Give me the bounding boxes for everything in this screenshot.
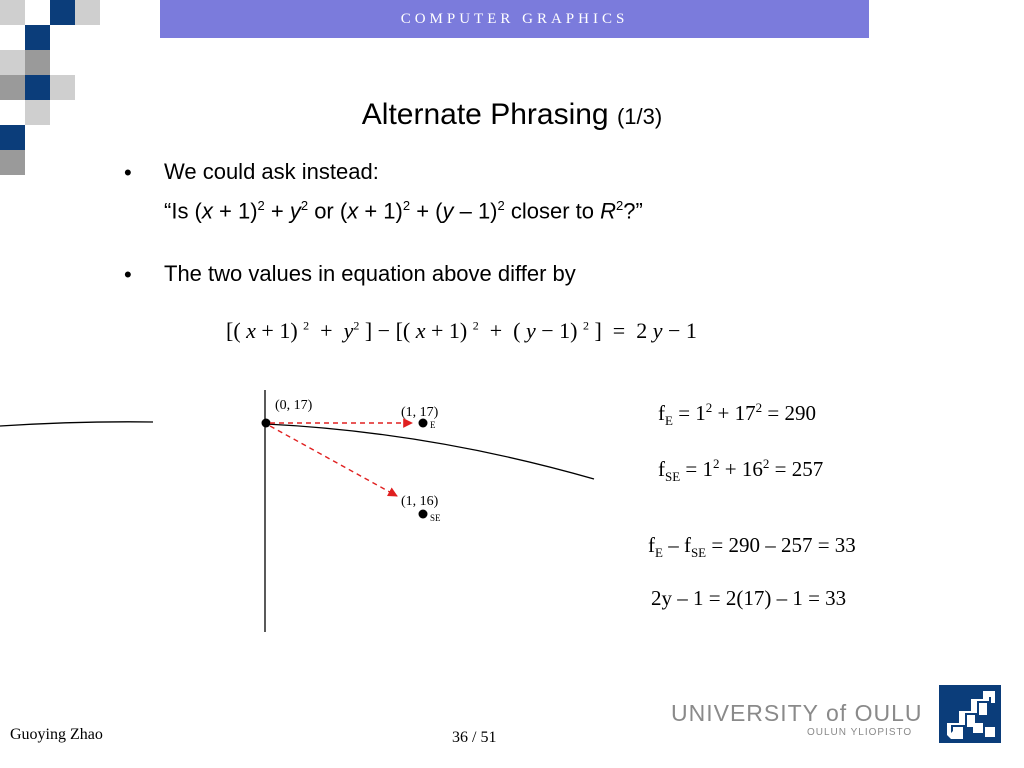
eq-part: − 1)	[535, 318, 583, 343]
bullet-text: The two values in equation above differ by	[164, 261, 576, 286]
question-text	[164, 190, 643, 227]
eq-exp: 2	[582, 318, 589, 333]
slide-title	[0, 98, 1024, 132]
calc-part: f	[648, 533, 655, 557]
calc-part: = 1	[672, 401, 706, 425]
difference-equation	[226, 318, 697, 344]
question-exp: 2	[616, 198, 624, 213]
author-name: Guoying Zhao	[10, 726, 103, 743]
eq-part: ] − [(	[359, 318, 416, 343]
calc-part: = 290	[762, 401, 816, 425]
question-var: R	[600, 198, 617, 224]
question-part: + 1)	[358, 198, 403, 224]
calc-part: = 257	[769, 457, 824, 481]
question-part: closer to	[504, 198, 601, 224]
question-exp: 2	[257, 198, 265, 213]
calc-difference	[648, 533, 856, 561]
eq-var: x	[246, 318, 256, 343]
calc-exp: 2	[705, 400, 713, 415]
calc-part: = 1	[680, 457, 714, 481]
course-title: COMPUTER GRAPHICS	[400, 11, 629, 27]
eq-part: [(	[226, 318, 247, 343]
eq-part: − 1	[662, 318, 697, 343]
question-var: x	[347, 198, 359, 224]
point-se	[419, 510, 428, 519]
point-origin	[262, 419, 271, 428]
question-part: ?”	[623, 198, 643, 224]
slide-title-counter: (1/3)	[616, 104, 663, 129]
bullet-marker: •	[124, 262, 132, 287]
calc-exp: 2	[713, 456, 720, 471]
eq-part: + (	[478, 318, 526, 343]
question-part: or (	[308, 198, 348, 224]
question-exp: 2	[300, 198, 309, 213]
university-logo-icon	[939, 685, 1001, 743]
eq-exp: 2	[472, 318, 479, 333]
question-part: + (	[410, 198, 443, 224]
circle-arc	[266, 424, 594, 479]
question-part: + 1)	[212, 198, 258, 224]
bullet-marker: •	[124, 160, 132, 185]
calc-part: – f	[662, 533, 691, 557]
page-number: 36 / 51	[452, 729, 497, 746]
eq-part: ] = 2	[588, 318, 653, 343]
university-name: UNIVERSITY of OULU	[671, 700, 923, 726]
question-exp: 2	[402, 198, 411, 213]
calc-part: + 16	[719, 457, 763, 481]
calc-check: 2y – 1 = 2(17) – 1 = 33	[651, 586, 847, 610]
question-part: +	[264, 198, 290, 224]
calc-fe	[658, 400, 816, 429]
eq-var: y	[525, 318, 536, 343]
question-var: y	[442, 198, 454, 224]
eq-var: y	[343, 318, 354, 343]
label-origin: (0, 17)	[275, 398, 313, 413]
calc-sub: E	[665, 413, 673, 429]
eq-exp: 2	[303, 318, 310, 333]
left-arc	[0, 422, 153, 426]
calc-part: + 17	[712, 401, 756, 425]
calc-sub: E	[655, 545, 663, 561]
eq-part: + 1)	[255, 318, 304, 343]
bullet-text: We could ask instead:	[164, 159, 379, 184]
calc-fse	[658, 456, 823, 485]
calc-part: f	[658, 401, 665, 425]
eq-part: +	[309, 318, 344, 343]
question-part: “Is (	[164, 198, 202, 224]
calc-exp: 2	[755, 400, 763, 415]
question-exp: 2	[497, 198, 505, 213]
label-se: (1, 16)	[401, 494, 439, 509]
calc-exp: 2	[762, 456, 770, 471]
eq-part: + 1)	[425, 318, 473, 343]
calc-sub: SE	[665, 469, 681, 485]
question-var: y	[289, 198, 301, 224]
eq-var: y	[652, 318, 663, 343]
slide-title-main: Alternate Phrasing	[361, 98, 609, 131]
label-e: (1, 17)	[401, 405, 439, 420]
arrow-to-se	[270, 426, 397, 496]
eq-exp: 2	[353, 318, 360, 333]
calc-part: f	[658, 457, 665, 481]
question-part: – 1)	[453, 198, 498, 224]
eq-var: x	[415, 318, 426, 343]
question-var: x	[201, 198, 213, 224]
label-e-sub: E	[430, 420, 436, 430]
calc-sub: SE	[690, 545, 707, 561]
label-se-sub: SE	[430, 513, 441, 523]
university-subtitle: OULUN YLIOPISTO	[807, 727, 913, 738]
calc-part: = 290 – 257 = 33	[706, 533, 856, 557]
